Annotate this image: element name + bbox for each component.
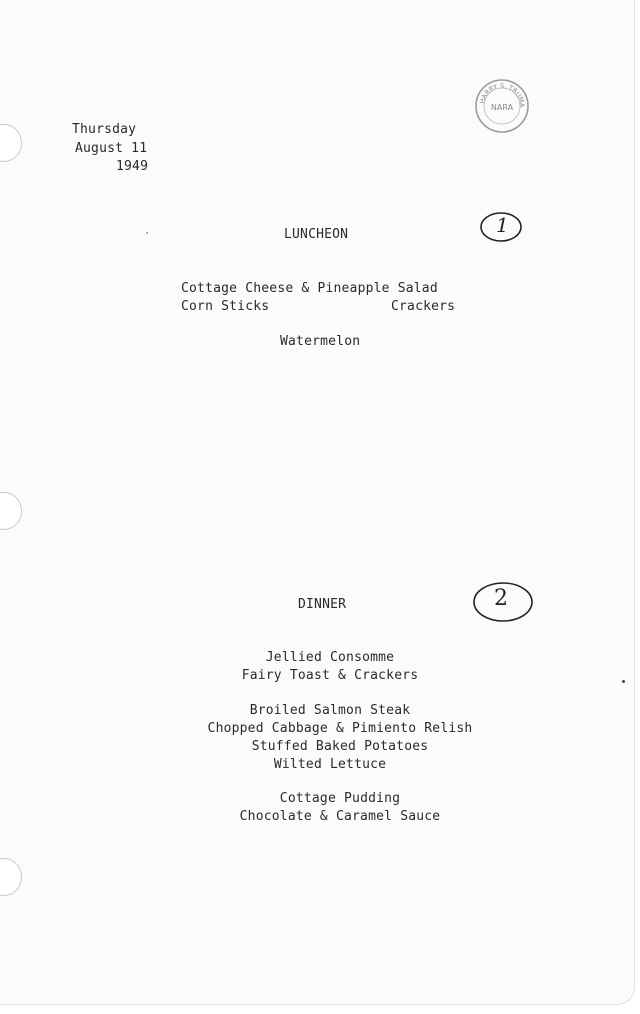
stamp-outer-text: HARRY S. TRUMA xyxy=(478,81,527,108)
luncheon-title: LUNCHEON xyxy=(284,227,349,242)
dinner-item: Wilted Lettuce xyxy=(273,757,387,772)
dinner-item: Cottage Pudding xyxy=(279,791,401,806)
paper-speck xyxy=(146,232,148,234)
binder-hole xyxy=(0,492,22,530)
dinner-item: Jellied Consomme xyxy=(265,650,395,665)
dinner-item: Fairy Toast & Crackers xyxy=(241,668,419,683)
luncheon-item: Watermelon xyxy=(280,334,361,349)
header-year: 1949 xyxy=(116,159,149,174)
luncheon-item: Crackers xyxy=(391,299,456,314)
paper-speck xyxy=(622,680,625,683)
library-stamp-seal-icon xyxy=(472,76,532,136)
dinner-item: Chopped Cabbage & Pimiento Relish xyxy=(207,721,473,736)
dinner-mark-number: 2 xyxy=(494,586,508,611)
dinner-item: Chocolate & Caramel Sauce xyxy=(239,809,441,824)
header-day: Thursday xyxy=(72,122,137,137)
binder-hole xyxy=(0,858,22,896)
binder-hole xyxy=(0,124,22,162)
header-date: August 11 xyxy=(75,141,148,156)
library-stamp xyxy=(472,76,532,136)
stamp-inner-text: NARA xyxy=(490,103,514,112)
dinner-item: Broiled Salmon Steak xyxy=(249,703,411,718)
luncheon-item: Cottage Cheese & Pineapple Salad xyxy=(181,281,438,296)
dinner-title: DINNER xyxy=(298,597,347,612)
luncheon-item: Corn Sticks xyxy=(181,299,270,314)
luncheon-mark-number: 1 xyxy=(496,213,509,237)
dinner-item: Stuffed Baked Potatoes xyxy=(251,739,429,754)
